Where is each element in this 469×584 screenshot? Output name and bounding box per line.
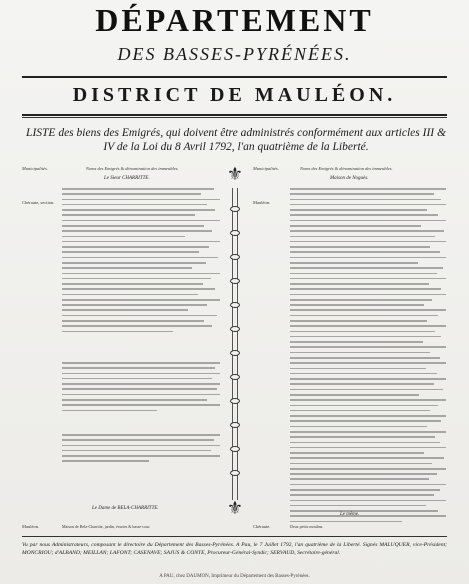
left-paragraph-block-2 [62, 434, 220, 466]
left-col-names-header: Noms des Emigrés & dénomination des immeubles. [86, 166, 179, 171]
header-rule-top [22, 76, 447, 78]
right-bottom-entry: Deux petits moulins. [290, 524, 324, 529]
page-subtitle: DES BASSES-PYRÉNÉES. [117, 44, 352, 64]
fleur-de-lis-icon-bottom: ⚜ [226, 498, 244, 519]
right-emigre-name: Maison de Noguès. [330, 176, 369, 181]
footer-rule [22, 536, 447, 537]
header-rule-double [22, 117, 447, 118]
left-municipality-label: Chéraute, section. [22, 200, 55, 205]
left-bottom-emigre-name: Le Dame de BELA-CHARRITTE. [92, 506, 159, 511]
header-rule-bottom [22, 114, 447, 116]
right-col-municipality-header: Municipalités. [253, 166, 279, 171]
district-title: DISTRICT DE MAULÉON. [72, 84, 397, 106]
list-heading: LISTE des biens des Emigrés, qui doivent être administrés conformément aux articles III & IV de la Loi du 8 Avril 1792, l'an quatrième de la Liberté. [26, 127, 446, 153]
right-col-names-header: Noms des Emigrés & dénomination des immeubles. [300, 166, 393, 171]
left-paragraph-block [62, 362, 220, 415]
left-bottom-entry: Maison de Bela-Charritte, jardin, écuries & basse-cour. [62, 524, 151, 529]
left-col-municipality-header: Municipalités. [22, 166, 48, 171]
left-emigre-name: Le Sieur CHARRITTE. [104, 176, 150, 181]
right-bottom-emigre-name: Le même. [340, 512, 360, 517]
page-title: DÉPARTEMENT [95, 2, 374, 38]
fleur-de-lis-divider [224, 166, 246, 521]
fleur-de-lis-icon: ⚜ [226, 164, 244, 185]
right-entries-block [290, 188, 446, 526]
left-entries-block [62, 188, 220, 336]
left-bottom-municipality: Mauléon. [22, 524, 40, 529]
footer-attestation: Vu par nous Administrateurs, composant le directoire du Département des Basses-Pyrénées. A Pau, le 7 Juillet 1792, l'an quatrième de la Liberté. Signés MALUQUER, vice-Président; MONCRIOU; d'ALBAND; MEILLAN; LAFONT; CASENAVE; SAJUS & CONTE, Procureur-Général-Syndic; SERVAUD, Secrétaire-général. [22, 542, 447, 557]
printer-imprint: A PAU, chez DAUMON, Imprimeur du Département des Basses-Pyrénées. [159, 574, 310, 579]
right-municipality-label: Mauléon. [253, 200, 271, 205]
right-bottom-municipality: Chéraute. [253, 524, 271, 529]
